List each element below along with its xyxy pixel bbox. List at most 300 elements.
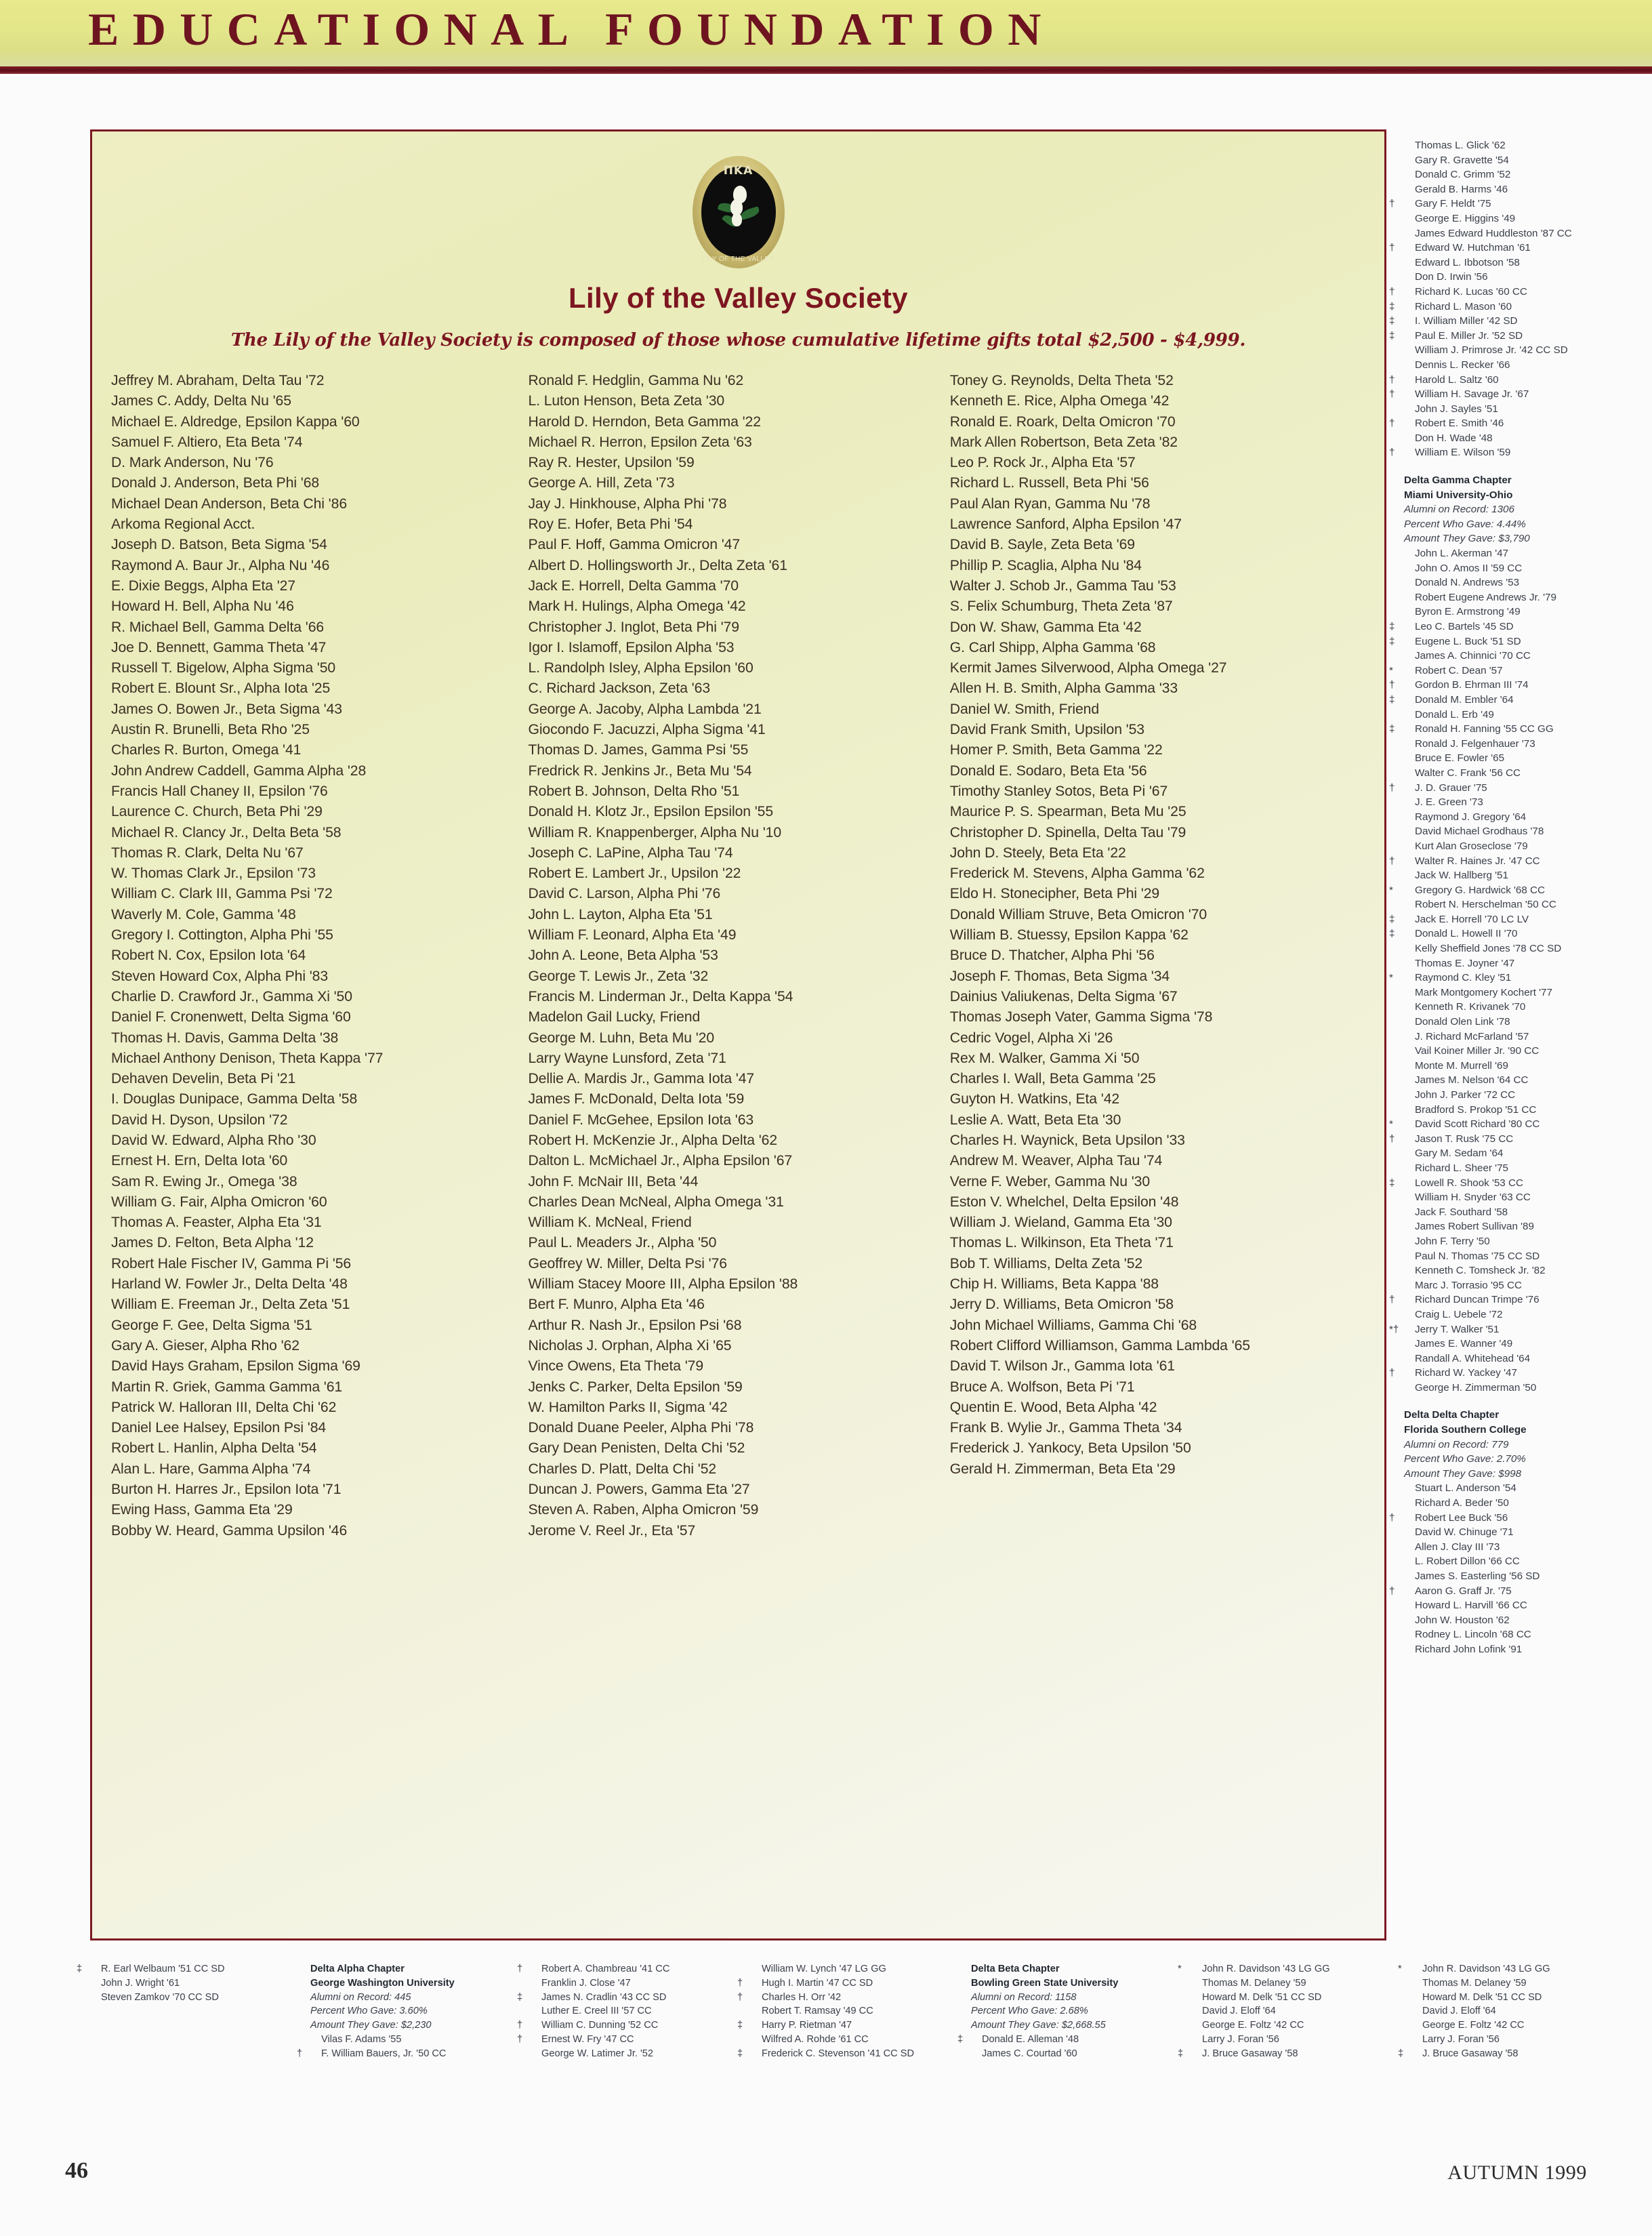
roster-entry: Luther E. Creel III '57 CC xyxy=(541,2006,652,2017)
member-entry: David Hays Graham, Epsilon Sigma '69 xyxy=(111,1358,360,1375)
member-entry: Joseph C. LaPine, Alpha Tau '74 xyxy=(528,845,733,861)
member-entry: William B. Stuessy, Epsilon Kappa '62 xyxy=(949,927,1189,943)
roster-entry: Paul N. Thomas '75 CC SD xyxy=(1415,1250,1540,1262)
roster-entry: Vail Koiner Miller Jr. '90 CC xyxy=(1415,1045,1540,1057)
member-entry: Eston V. Whelchel, Delta Epsilon '48 xyxy=(949,1194,1179,1210)
chapter-statistic: Amount They Gave: $2,230 xyxy=(310,2020,432,2031)
member-entry: Thomas H. Davis, Gamma Delta '38 xyxy=(111,1030,339,1046)
roster-entry: † J. D. Grauer '75 xyxy=(1404,781,1632,796)
member-entry: Arthur R. Nash Jr., Epsilon Psi '68 xyxy=(528,1317,742,1333)
roster-entry: † Walter R. Haines Jr. '47 CC xyxy=(1404,854,1632,869)
member-entry: Charles R. Burton, Omega '41 xyxy=(111,742,302,758)
roster-entry: Kelly Sheffield Jones '78 CC SD xyxy=(1415,943,1562,955)
roster-entry: Bradford S. Prokop '51 CC xyxy=(1415,1103,1537,1116)
roster-mark-icon: † xyxy=(1389,242,1395,254)
roster-mark-icon: ‡ xyxy=(1389,329,1395,342)
roster-entry: † Aaron G. Graff Jr. '75 xyxy=(1404,1584,1632,1599)
roster-entry: Walter C. Frank '56 CC xyxy=(1415,767,1521,779)
member-entry: Francis Hall Chaney II, Epsilon '76 xyxy=(111,783,328,799)
member-entry: Ewing Hass, Gamma Eta '29 xyxy=(111,1502,293,1518)
roster-entry: John J. Parker '72 CC xyxy=(1415,1089,1516,1101)
member-entry: Steven Howard Cox, Alpha Phi '83 xyxy=(111,968,329,984)
roster-entry: Jack F. Southard '58 xyxy=(1415,1206,1508,1218)
member-entry: Ray R. Hester, Upsilon '59 xyxy=(528,455,695,471)
member-entry: James C. Addy, Delta Nu '65 xyxy=(111,393,291,409)
member-entry: Eldo H. Stonecipher, Beta Phi '29 xyxy=(949,886,1160,902)
roster-entry: Raymond J. Gregory '64 xyxy=(1415,811,1527,823)
member-entry: David C. Larson, Alpha Phi '76 xyxy=(528,886,721,902)
member-entry: William C. Clark III, Gamma Psi '72 xyxy=(111,886,333,902)
member-entry: Phillip P. Scaglia, Alpha Nu '84 xyxy=(949,557,1142,573)
member-entry: Gary A. Gieser, Alpha Rho '62 xyxy=(111,1337,300,1354)
member-entry: Walter J. Schob Jr., Gamma Tau '53 xyxy=(949,577,1176,594)
roster-entry: ‡ Richard L. Mason '60 xyxy=(1404,300,1632,314)
society-title: Lily of the Valley Society xyxy=(568,282,909,314)
roster-entry: Gary M. Sedam '64 xyxy=(1415,1147,1504,1160)
chapter-heading: Delta Alpha Chapter xyxy=(310,1964,405,1974)
member-entry: Donald E. Sodaro, Beta Eta '56 xyxy=(949,763,1147,779)
member-entry: Paul Alan Ryan, Gamma Nu '78 xyxy=(949,495,1151,512)
roster-entry: David J. Eloff '64 xyxy=(1422,2006,1496,2017)
member-entry: James O. Bowen Jr., Beta Sigma '43 xyxy=(111,701,342,717)
member-entry: Geoffrey W. Miller, Delta Psi '76 xyxy=(528,1255,727,1272)
roster-mark-icon: ‡ xyxy=(1389,928,1395,940)
member-entry: Samuel F. Altiero, Eta Beta '74 xyxy=(111,434,303,450)
roster-entry: John J. Sayles '51 xyxy=(1415,403,1498,415)
roster-mark-icon: * xyxy=(1178,1964,1182,1974)
roster-entry: James A. Chinnici '70 CC xyxy=(1415,650,1531,662)
member-entry: Patrick W. Halloran III, Delta Chi '62 xyxy=(111,1399,337,1415)
roster-entry: Larry J. Foran '56 xyxy=(1422,2033,1500,2045)
chapter-statistic: Percent Who Gave: 2.68% xyxy=(971,2006,1088,2017)
roster-entry: ‡ Donald L. Howell II '70 xyxy=(1404,927,1632,941)
member-entry: William F. Leonard, Alpha Eta '49 xyxy=(528,927,737,943)
roster-entry: Jack W. Hallberg '51 xyxy=(1415,870,1508,882)
member-entry: Michael R. Herron, Epsilon Zeta '63 xyxy=(528,434,752,450)
roster-entry: Howard M. Delk '51 CC SD xyxy=(1202,1991,1322,2003)
roster-spacer xyxy=(1404,460,1632,473)
member-entry: Arkoma Regional Acct. xyxy=(111,516,255,533)
roster-entry: Don H. Wade '48 xyxy=(1415,432,1493,444)
member-entry: Toney G. Reynolds, Delta Theta '52 xyxy=(949,373,1174,388)
member-entry: Robert Hale Fischer IV, Gamma Pi '56 xyxy=(111,1255,352,1272)
member-entry: Bert F. Munro, Alpha Eta '46 xyxy=(528,1297,705,1313)
roster-entry: J. Richard McFarland '57 xyxy=(1415,1030,1529,1042)
roster-mark-icon: † xyxy=(1389,285,1395,298)
member-entry: John F. McNair III, Beta '44 xyxy=(528,1173,699,1190)
roster-entry: * Robert C. Dean '57 xyxy=(1404,664,1632,678)
roster-entry: Kurt Alan Groseclose '79 xyxy=(1415,840,1528,852)
member-entry: Robert N. Cox, Epsilon Iota '64 xyxy=(111,948,306,964)
roster-mark-icon: † xyxy=(1389,1585,1395,1597)
member-entry: Nicholas J. Orphan, Alpha Xi '65 xyxy=(528,1337,732,1354)
roster-entry: George E. Higgins '49 xyxy=(1415,212,1516,224)
member-entry: Francis M. Linderman Jr., Delta Kappa '54 xyxy=(528,988,793,1004)
roster-entry: ‡ Ronald H. Fanning '55 CC GG xyxy=(1404,722,1632,737)
roster-entry: Richard A. Beder '50 xyxy=(1415,1497,1509,1509)
roster-entry: Thomas M. Delaney '59 xyxy=(1422,1977,1527,1989)
chapter-heading: George Washington University xyxy=(310,1977,455,1989)
member-entry: Joseph D. Batson, Beta Sigma '54 xyxy=(111,537,327,553)
member-entry: John L. Layton, Alpha Eta '51 xyxy=(528,906,713,922)
roster-entry: George W. Latimer Jr. '52 xyxy=(541,2048,654,2059)
roster-entry: James M. Nelson '64 CC xyxy=(1415,1074,1529,1086)
roster-mark-icon: ‡ xyxy=(737,2020,743,2031)
member-entry: Daniel W. Smith, Friend xyxy=(949,701,1100,717)
roster-entry: Bruce E. Fowler '65 xyxy=(1415,752,1505,765)
chapter-heading: Bowling Green State University xyxy=(971,1977,1119,1989)
roster-mark-icon: † xyxy=(1389,373,1395,386)
roster-entry: James S. Easterling '56 SD xyxy=(1415,1570,1540,1582)
footer-roster-column-5 xyxy=(957,1962,1191,2061)
chapter-heading: Delta Beta Chapter xyxy=(971,1964,1060,1974)
member-entry: Dehaven Develin, Beta Pi '21 xyxy=(111,1071,296,1087)
chapter-statistic: Alumni on Record: 445 xyxy=(310,1991,411,2003)
member-entry: Harland W. Fowler Jr., Delta Delta '48 xyxy=(111,1276,348,1293)
member-entry: Frederick M. Stevens, Alpha Gamma '62 xyxy=(949,866,1205,882)
member-entry: Michael R. Clancy Jr., Delta Beta '58 xyxy=(111,824,342,840)
roster-entry: † Edward W. Hutchman '61 xyxy=(1404,241,1632,256)
roster-entry: Wilfred A. Rohde '61 CC xyxy=(762,2033,869,2045)
roster-entry: William J. Primrose Jr. '42 CC SD xyxy=(1415,344,1568,357)
roster-entry: ‡ Frederick C. Stevenson '41 CC SD xyxy=(751,2047,964,2061)
member-entry: Jerome V. Reel Jr., Eta '57 xyxy=(528,1522,696,1539)
masthead-banner xyxy=(0,0,1652,66)
roster-entry: * John R. Davidson '43 LG GG xyxy=(1191,1962,1405,1976)
roster-entry: † William C. Dunning '52 CC xyxy=(531,2018,744,2033)
member-entry: Bobby W. Heard, Gamma Upsilon '46 xyxy=(111,1522,348,1539)
footer-roster-column-3 xyxy=(517,1962,751,2061)
member-entry: Paul F. Hoff, Gamma Omicron '47 xyxy=(528,537,741,553)
roster-entry: ‡ J. Bruce Gasaway '58 xyxy=(1191,2047,1405,2061)
member-entry: S. Felix Schumburg, Theta Zeta '87 xyxy=(949,598,1173,615)
member-entry: Homer P. Smith, Beta Gamma '22 xyxy=(949,742,1163,758)
roster-entry: ‡ R. Earl Welbaum '51 CC SD xyxy=(90,1962,304,1976)
roster-entry: † William E. Wilson '59 xyxy=(1404,445,1632,460)
member-entry: Christopher D. Spinella, Delta Tau '79 xyxy=(949,824,1186,840)
chapter-statistic: Percent Who Gave: 2.70% xyxy=(1404,1453,1526,1465)
roster-entry: Gary R. Gravette '54 xyxy=(1415,154,1509,166)
member-entry: Roy E. Hofer, Beta Phi '54 xyxy=(528,516,693,533)
roster-entry: William W. Lynch '47 LG GG xyxy=(762,1964,886,1974)
roster-entry: * David Scott Richard '80 CC xyxy=(1404,1117,1632,1132)
footer-roster-column-2 xyxy=(297,1962,531,2061)
roster-entry: † Robert A. Chambreau '41 CC xyxy=(531,1962,744,1976)
member-entry: George M. Luhn, Beta Mu '20 xyxy=(528,1030,715,1046)
roster-entry: James Edward Huddleston '87 CC xyxy=(1415,227,1572,239)
roster-entry: John L. Akerman '47 xyxy=(1415,548,1508,560)
roster-mark-icon: ‡ xyxy=(1389,635,1395,647)
chapter-statistic: Amount They Gave: $2,668.55 xyxy=(971,2020,1106,2031)
member-entry: John Andrew Caddell, Gamma Alpha '28 xyxy=(111,763,367,779)
footer-roster-band xyxy=(77,1962,1632,2061)
roster-entry: John F. Terry '50 xyxy=(1415,1235,1490,1247)
member-entry: Leslie A. Watt, Beta Eta '30 xyxy=(949,1112,1121,1128)
roster-mark-icon: ‡ xyxy=(1178,2048,1184,2059)
roster-entry: † Robert Lee Buck '56 xyxy=(1404,1511,1632,1526)
roster-mark-icon: ‡ xyxy=(957,2033,964,2045)
roster-entry: Allen J. Clay III '73 xyxy=(1415,1541,1500,1553)
roster-entry: Robert N. Herschelman '50 CC xyxy=(1415,899,1556,911)
roster-entry: David Michael Grodhaus '78 xyxy=(1415,826,1544,838)
member-entry: Bob T. Williams, Delta Zeta '52 xyxy=(949,1255,1143,1272)
member-entry: Giocondo F. Jacuzzi, Alpha Sigma '41 xyxy=(528,722,766,738)
member-entry: Gregory I. Cottington, Alpha Phi '55 xyxy=(111,927,333,943)
member-entry: Christopher J. Inglot, Beta Phi '79 xyxy=(528,619,739,635)
member-entry: Mark H. Hulings, Alpha Omega '42 xyxy=(528,598,746,615)
issue-label: AUTUMN 1999 xyxy=(1447,2161,1587,2184)
member-entry: Robert E. Blount Sr., Alpha Iota '25 xyxy=(111,680,331,697)
roster-entry: John W. Houston '62 xyxy=(1415,1614,1510,1626)
roster-entry: Richard John Lofink '91 xyxy=(1415,1643,1523,1655)
roster-entry: ‡ Eugene L. Buck '51 SD xyxy=(1404,634,1632,649)
roster-entry: † Hugh I. Martin '47 CC SD xyxy=(751,1976,964,1991)
roster-entry: Randall A. Whitehead '64 xyxy=(1415,1352,1531,1364)
member-entry: Robert Clifford Williamson, Gamma Lambda '65 xyxy=(949,1337,1250,1354)
member-entry: Ronald F. Hedglin, Gamma Nu '62 xyxy=(528,373,744,388)
member-entry: Paul L. Meaders Jr., Alpha '50 xyxy=(528,1235,717,1251)
member-entry: R. Michael Bell, Gamma Delta '66 xyxy=(111,619,325,635)
member-entry: John A. Leone, Beta Alpha '53 xyxy=(528,948,718,964)
member-entry: Charles D. Platt, Delta Chi '52 xyxy=(528,1461,717,1477)
roster-entry: Howard L. Harvill '66 CC xyxy=(1415,1600,1527,1612)
roster-entry: ‡ J. Bruce Gasaway '58 xyxy=(1411,2047,1625,2061)
member-entry: Vince Owens, Eta Theta '79 xyxy=(528,1358,704,1375)
roster-entry: James C. Courtad '60 xyxy=(982,2048,1077,2059)
roster-mark-icon: * xyxy=(1398,1964,1402,1974)
member-entry: Gary Dean Penisten, Delta Chi '52 xyxy=(528,1440,745,1457)
roster-entry: Kenneth R. Krivanek '70 xyxy=(1415,1001,1526,1013)
member-entry: Daniel F. Cronenwett, Delta Sigma '60 xyxy=(111,1009,351,1025)
member-entry: Harold D. Herndon, Beta Gamma '22 xyxy=(528,413,761,430)
member-entry: Charles H. Waynick, Beta Upsilon '33 xyxy=(949,1132,1185,1148)
roster-entry: ‡ Lowell R. Shook '53 CC xyxy=(1404,1176,1632,1191)
roster-mark-icon: † xyxy=(1389,679,1395,691)
roster-mark-icon: ‡ xyxy=(1389,723,1395,735)
roster-entry: † Charles H. Orr '42 xyxy=(751,1991,964,2005)
member-entry: Kenneth E. Rice, Alpha Omega '42 xyxy=(949,393,1170,409)
roster-entry: † Ernest W. Fry '47 CC xyxy=(531,2033,744,2047)
member-entry: D. Mark Anderson, Nu '76 xyxy=(111,455,274,471)
roster-entry: † Harold L. Saltz '60 xyxy=(1404,373,1632,388)
member-entry: Dalton L. McMichael Jr., Alpha Epsilon '67 xyxy=(528,1153,793,1169)
roster-entry: Donald Olen Link '78 xyxy=(1415,1016,1510,1028)
roster-mark-icon: ‡ xyxy=(1389,1177,1395,1189)
roster-entry: ‡ I. William Miller '42 SD xyxy=(1404,314,1632,329)
roster-entry: ‡ Donald E. Alleman '48 xyxy=(971,2033,1184,2047)
member-entry: Michael Dean Anderson, Beta Chi '86 xyxy=(111,495,347,512)
roster-mark-icon: † xyxy=(517,2033,523,2045)
roster-entry: Thomas L. Glick '62 xyxy=(1415,140,1506,151)
member-name-columns xyxy=(106,371,1373,1541)
member-column-2 xyxy=(522,371,944,1541)
member-entry: Raymond A. Baur Jr., Alpha Nu '46 xyxy=(111,557,330,573)
roster-entry: Steven Zamkov '70 CC SD xyxy=(101,1991,219,2003)
roster-entry: Mark Montgomery Kochert '77 xyxy=(1415,986,1552,998)
member-entry: Cedric Vogel, Alpha Xi '26 xyxy=(949,1030,1113,1046)
roster-entry: Larry J. Foran '56 xyxy=(1202,2033,1279,2045)
member-entry: Ernest H. Ern, Delta Iota '60 xyxy=(111,1153,288,1169)
member-entry: George A. Jacoby, Alpha Lambda '21 xyxy=(528,701,762,717)
member-entry: David Frank Smith, Upsilon '53 xyxy=(949,722,1144,738)
member-entry: Don W. Shaw, Gamma Eta '42 xyxy=(949,619,1142,635)
member-entry: Dellie A. Mardis Jr., Gamma Iota '47 xyxy=(528,1071,755,1087)
member-entry: L. Luton Henson, Beta Zeta '30 xyxy=(528,393,725,409)
roster-entry: Marc J. Torrasio '95 CC xyxy=(1415,1279,1522,1291)
member-entry: Timothy Stanley Sotos, Beta Pi '67 xyxy=(949,783,1168,799)
roster-mark-icon: ‡ xyxy=(1389,621,1395,632)
roster-entry: Rodney L. Lincoln '68 CC xyxy=(1415,1629,1531,1641)
member-entry: Charlie D. Crawford Jr., Gamma Xi '50 xyxy=(111,988,352,1004)
member-entry: Leo P. Rock Jr., Alpha Eta '57 xyxy=(949,455,1136,471)
member-entry: Albert D. Hollingsworth Jr., Delta Zeta '61 xyxy=(528,557,787,573)
roster-entry: James E. Wanner '49 xyxy=(1415,1338,1513,1350)
member-entry: Daniel Lee Halsey, Epsilon Psi '84 xyxy=(111,1420,327,1436)
member-entry: Kermit James Silverwood, Alpha Omega '27 xyxy=(949,660,1227,676)
roster-entry: Dennis L. Recker '66 xyxy=(1415,359,1510,371)
member-entry: William E. Freeman Jr., Delta Zeta '51 xyxy=(111,1297,350,1313)
roster-entry: * Raymond C. Kley '51 xyxy=(1404,971,1632,985)
roster-entry: Donald L. Erb '49 xyxy=(1415,708,1494,720)
member-entry: Larry Wayne Lunsford, Zeta '71 xyxy=(528,1050,726,1066)
page-number: 46 xyxy=(65,2158,88,2183)
roster-entry: ‡ Jack E. Horrell '70 LC LV xyxy=(1404,912,1632,927)
member-entry: Andrew M. Weaver, Alpha Tau '74 xyxy=(949,1153,1163,1169)
roster-entry: Robert Eugene Andrews Jr. '79 xyxy=(1415,591,1556,603)
chapter-heading: Delta Gamma Chapter xyxy=(1404,474,1512,487)
roster-entry: David J. Eloff '64 xyxy=(1202,2006,1276,2017)
roster-entry: Byron E. Armstrong '49 xyxy=(1415,606,1521,618)
roster-entry: L. Robert Dillon '66 CC xyxy=(1415,1556,1520,1568)
member-entry: Robert L. Hanlin, Alpha Delta '54 xyxy=(111,1440,317,1457)
member-entry: David H. Dyson, Upsilon '72 xyxy=(111,1112,288,1128)
member-entry: Rex M. Walker, Gamma Xi '50 xyxy=(949,1050,1140,1066)
masthead-divider xyxy=(0,66,1652,74)
roster-mark-icon: ‡ xyxy=(1389,913,1395,925)
roster-entry: † William H. Savage Jr. '67 xyxy=(1404,387,1632,402)
member-entry: James F. McDonald, Delta Iota '59 xyxy=(528,1091,745,1107)
member-entry: Gerald H. Zimmerman, Beta Eta '29 xyxy=(949,1461,1176,1477)
member-entry: David W. Edward, Alpha Rho '30 xyxy=(111,1132,316,1148)
lily-of-the-valley-panel xyxy=(90,129,1386,1940)
member-entry: Jenks C. Parker, Delta Epsilon '59 xyxy=(528,1379,743,1395)
society-subtitle: The Lily of the Valley Society is composed of those whose cumulative lifetime gifts total $2,500 - $4,999. xyxy=(230,330,1246,350)
roster-entry: Ronald J. Felgenhauer '73 xyxy=(1415,737,1535,750)
member-entry: Dainius Valiukenas, Delta Sigma '67 xyxy=(949,988,1178,1004)
roster-entry: Thomas M. Delaney '59 xyxy=(1202,1977,1306,1989)
member-entry: Bruce D. Thatcher, Alpha Phi '56 xyxy=(949,948,1155,964)
member-entry: Austin R. Brunelli, Beta Rho '25 xyxy=(111,722,310,738)
crest-bottom-label: LILY OF THE VALLEY xyxy=(702,256,775,263)
roster-entry: David W. Chinuge '71 xyxy=(1415,1526,1514,1539)
member-entry: Joe D. Bennett, Gamma Theta '47 xyxy=(111,639,327,655)
roster-entry: George H. Zimmerman '50 xyxy=(1415,1381,1537,1394)
member-entry: G. Carl Shipp, Alpha Gamma '68 xyxy=(949,639,1156,655)
roster-entry: Kenneth C. Tomsheck Jr. '82 xyxy=(1415,1265,1546,1277)
roster-mark-icon: ‡ xyxy=(77,1964,83,1974)
member-entry: Ronald E. Roark, Delta Omicron '70 xyxy=(949,413,1176,430)
roster-mark-icon: † xyxy=(737,1991,743,2003)
member-entry: Lawrence Sanford, Alpha Epsilon '47 xyxy=(949,516,1182,533)
greek-letters-label: ΠΚΑ xyxy=(723,164,753,178)
member-entry: L. Randolph Isley, Alpha Epsilon '60 xyxy=(528,660,753,676)
member-entry: Joseph F. Thomas, Beta Sigma '34 xyxy=(949,968,1170,984)
member-entry: Russell T. Bigelow, Alpha Sigma '50 xyxy=(111,660,336,676)
member-entry: Thomas A. Feaster, Alpha Eta '31 xyxy=(111,1215,322,1231)
roster-entry: ‡ Donald M. Embler '64 xyxy=(1404,693,1632,708)
roster-entry: † Gary F. Heldt '75 xyxy=(1404,197,1632,211)
member-entry: W. Thomas Clark Jr., Epsilon '73 xyxy=(111,866,316,882)
roster-mark-icon: † xyxy=(517,1964,523,1974)
member-column-3 xyxy=(945,371,1373,1541)
member-entry: Donald William Struve, Beta Omicron '70 xyxy=(949,906,1207,922)
member-entry: Guyton H. Watkins, Eta '42 xyxy=(949,1091,1120,1107)
member-entry: John Michael Williams, Gamma Chi '68 xyxy=(949,1317,1197,1333)
roster-entry: Monte M. Murrell '69 xyxy=(1415,1059,1508,1072)
roster-mark-icon: * xyxy=(1389,1118,1393,1131)
chapter-statistic: Amount They Gave: $3,790 xyxy=(1404,533,1530,545)
member-entry: Thomas L. Wilkinson, Eta Theta '71 xyxy=(949,1235,1174,1251)
roster-entry: George E. Foltz '42 CC xyxy=(1202,2020,1304,2031)
member-entry: Burton H. Harres Jr., Epsilon Iota '71 xyxy=(111,1482,342,1498)
roster-entry: Don D. Irwin '56 xyxy=(1415,271,1488,283)
footer-roster-column-6 xyxy=(1178,1962,1411,2061)
roster-mark-icon: † xyxy=(1389,855,1395,867)
roster-entry: Edward L. Ibbotson '58 xyxy=(1415,256,1520,268)
roster-entry: † Richard Duncan Trimpe '76 xyxy=(1404,1293,1632,1307)
member-entry: Duncan J. Powers, Gamma Eta '27 xyxy=(528,1482,750,1498)
member-entry: Donald J. Anderson, Beta Phi '68 xyxy=(111,475,320,491)
member-entry: Quentin E. Wood, Beta Alpha '42 xyxy=(949,1399,1157,1415)
member-entry: Jack E. Horrell, Delta Gamma '70 xyxy=(528,577,739,594)
roster-entry: Franklin J. Close '47 xyxy=(541,1977,631,1989)
member-entry: Laurence C. Church, Beta Phi '29 xyxy=(111,804,323,820)
footer-roster-column-4 xyxy=(737,1962,971,2061)
member-entry: Bruce A. Wolfson, Beta Pi '71 xyxy=(949,1379,1135,1395)
roster-entry: Robert T. Ramsay '49 CC xyxy=(762,2006,873,2017)
roster-mark-icon: ‡ xyxy=(1398,2048,1404,2059)
member-entry: David B. Sayle, Zeta Beta '69 xyxy=(949,537,1135,553)
member-entry: Jeffrey M. Abraham, Delta Tau '72 xyxy=(111,373,325,388)
roster-mark-icon: * xyxy=(1389,664,1393,676)
member-entry: Maurice P. S. Spearman, Beta Mu '25 xyxy=(949,804,1186,820)
member-entry: Donald Duane Peeler, Alpha Phi '78 xyxy=(528,1420,754,1436)
roster-entry: John J. Wright '61 xyxy=(101,1977,180,1989)
chapter-statistic: Alumni on Record: 1158 xyxy=(971,1991,1077,2003)
member-entry: Howard H. Bell, Alpha Nu '46 xyxy=(111,598,294,615)
member-entry: William G. Fair, Alpha Omicron '60 xyxy=(111,1194,327,1210)
chapter-statistic: Alumni on Record: 779 xyxy=(1404,1438,1509,1450)
roster-mark-icon: † xyxy=(1389,781,1395,794)
roster-entry: *† Jerry T. Walker '51 xyxy=(1404,1322,1632,1337)
roster-mark-icon: *† xyxy=(1389,1323,1399,1335)
member-entry: Jerry D. Williams, Beta Omicron '58 xyxy=(949,1297,1174,1313)
member-entry: Robert B. Johnson, Delta Rho '51 xyxy=(528,783,740,799)
member-entry: Allen H. B. Smith, Alpha Gamma '33 xyxy=(949,680,1178,697)
chapter-heading: Miami University-Ohio xyxy=(1404,489,1513,501)
roster-mark-icon: ‡ xyxy=(1389,300,1395,312)
roster-spacer xyxy=(1404,1395,1632,1408)
roster-entry: William H. Snyder '63 CC xyxy=(1415,1192,1531,1204)
member-entry: Fredrick R. Jenkins Jr., Beta Mu '54 xyxy=(528,763,752,779)
roster-mark-icon: † xyxy=(1389,388,1395,401)
roster-entry: ‡ Harry P. Rietman '47 xyxy=(751,2018,964,2033)
member-entry: John D. Steely, Beta Eta '22 xyxy=(949,845,1126,861)
roster-entry: ‡ Paul E. Miller Jr. '52 SD xyxy=(1404,329,1632,344)
chapter-statistic: Amount They Gave: $998 xyxy=(1404,1467,1522,1480)
member-entry: David T. Wilson Jr., Gamma Iota '61 xyxy=(949,1358,1175,1375)
member-entry: Donald H. Klotz Jr., Epsilon Epsilon '55 xyxy=(528,804,774,820)
